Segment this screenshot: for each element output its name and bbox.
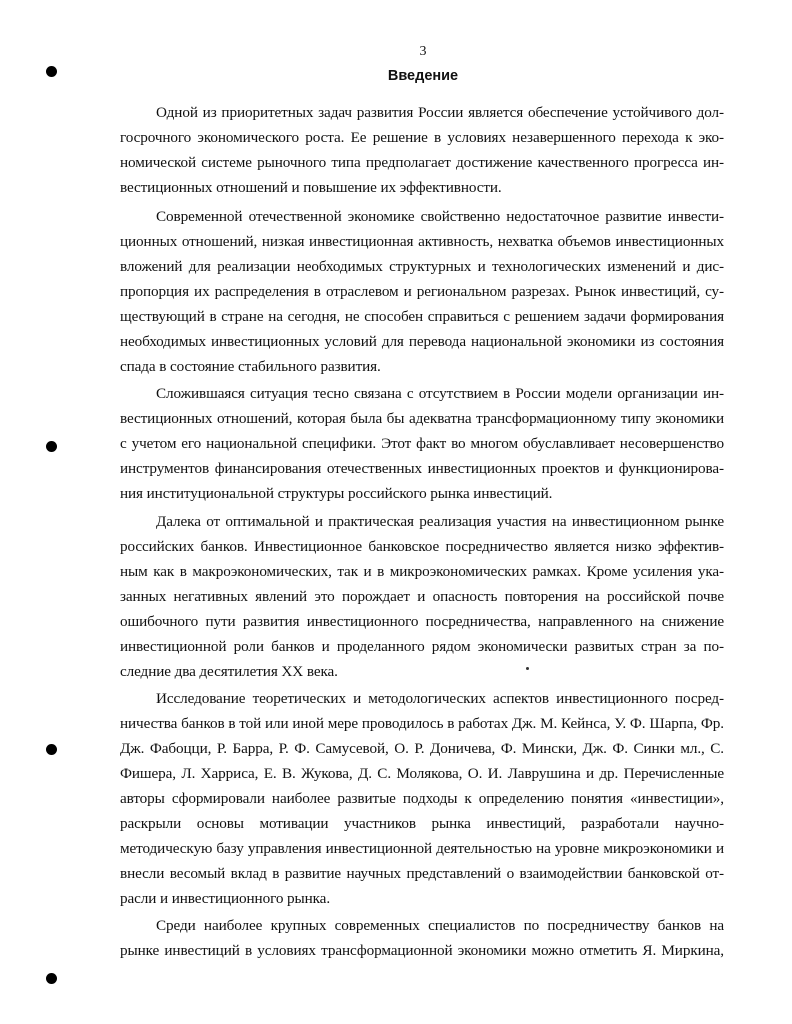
text-line: госрочного экономического роста. Ее решение в условиях незавершенного перехода к эко- [120, 129, 724, 146]
text-line: Одной из приоритетных задач развития России является обеспечение устойчивого дол- [156, 104, 724, 121]
text-line: занных негативных явлений это порождает и опасность повторения на российской почве [120, 588, 724, 605]
text-line: авторы сформировали наиболее развитые подходы к определению понятия «инвестиции», [120, 790, 724, 807]
text-line: Фишера, Л. Харриса, Е. В. Жукова, Д. С. Молякова, О. И. Лаврушина и др. Перечисленные [120, 765, 724, 782]
binder-hole-mark [46, 441, 57, 452]
text-line: Современной отечественной экономике свойственно недостаточное развитие инвести- [156, 208, 724, 225]
text-line: Далека от оптимальной и практическая реализация участия на инвестиционном рынке [156, 513, 724, 530]
text-line: Среди наиболее крупных современных специалистов по посредничеству банков на [156, 917, 724, 934]
text-line: методическую базу управления инвестиционной деятельностью на уровне микроэкономики и [120, 840, 724, 857]
text-line: пропорция их распределения в отраслевом и региональном разрезах. Рынок инвестиций, су- [120, 283, 724, 300]
text-line: необходимых инвестиционных условий для перевода национальной экономики из состояния [120, 333, 724, 350]
text-line: российских банков. Инвестиционное банковское посредничество является низко эффектив- [120, 538, 724, 555]
binder-hole-mark [46, 744, 57, 755]
text-line: ществующий в стране на сегодня, не способен справиться с решением задачи формирования [120, 308, 724, 325]
text-line: Исследование теоретических и методологических аспектов инвестиционного посред- [156, 690, 724, 707]
text-line: инструментов финансирования отечественных инвестиционных проектов и функционирова- [120, 460, 724, 477]
text-line: ным как в макроэкономических, так и в микроэкономических рамках. Кроме усиления ука- [120, 563, 724, 580]
text-line: Сложившаяся ситуация тесно связана с отсутствием в России модели организации ин- [156, 385, 724, 402]
text-line: Дж. Фабоцци, Р. Барра, Р. Ф. Самусевой, О. Р. Доничева, Ф. Мински, Дж. Ф. Синки мл., С. [120, 740, 724, 757]
section-heading: Введение [387, 68, 459, 84]
text-line: спада в состояние стабильного развития. [120, 358, 381, 375]
text-line: ничества банков в той или иной мере проводилось в работах Дж. М. Кейнса, У. Ф. Шарпа, Фр. [120, 715, 724, 732]
text-line: следние два десятилетия XX века. [120, 663, 338, 680]
text-line: вложений для реализации необходимых структурных и технологических изменений и дис- [120, 258, 724, 275]
text-line: раскрыли основы мотивации участников рынка инвестиций, разработали научно- [120, 815, 724, 832]
text-line: вестиционных отношений, которая была бы адекватна трансформационному типу экономики [120, 410, 724, 427]
text-line: внесли весомый вклад в развитие научных представлений о взаимодействии банковской от- [120, 865, 724, 882]
binder-hole-mark [46, 66, 57, 77]
text-line: рынке инвестиций в условиях трансформационной экономики можно отметить Я. Миркина, [120, 942, 724, 959]
page-number: 3 [419, 44, 427, 59]
text-line: ния институциональной структуры российского рынка инвестиций. [120, 485, 553, 502]
text-line: расли и инвестиционного рынка. [120, 890, 331, 907]
binder-hole-mark [46, 973, 57, 984]
text-line: номической системе рыночного типа предполагает достижение качественного прогресса ин- [120, 154, 724, 171]
text-line: ошибочного пути развития инвестиционного посредничества, направленного на снижение [120, 613, 724, 630]
text-line: инвестиционной роли банков и проделанного рядом экономически развитых стран за по- [120, 638, 724, 655]
scan-speck [526, 667, 529, 670]
text-line: вестиционных отношений и повышение их эффективности. [120, 179, 502, 196]
text-line: ционных отношений, низкая инвестиционная активность, нехватка объемов инвестиционных [120, 233, 724, 250]
text-line: с учетом его национальной специфики. Этот факт во многом обуславливает несовершенство [120, 435, 724, 452]
